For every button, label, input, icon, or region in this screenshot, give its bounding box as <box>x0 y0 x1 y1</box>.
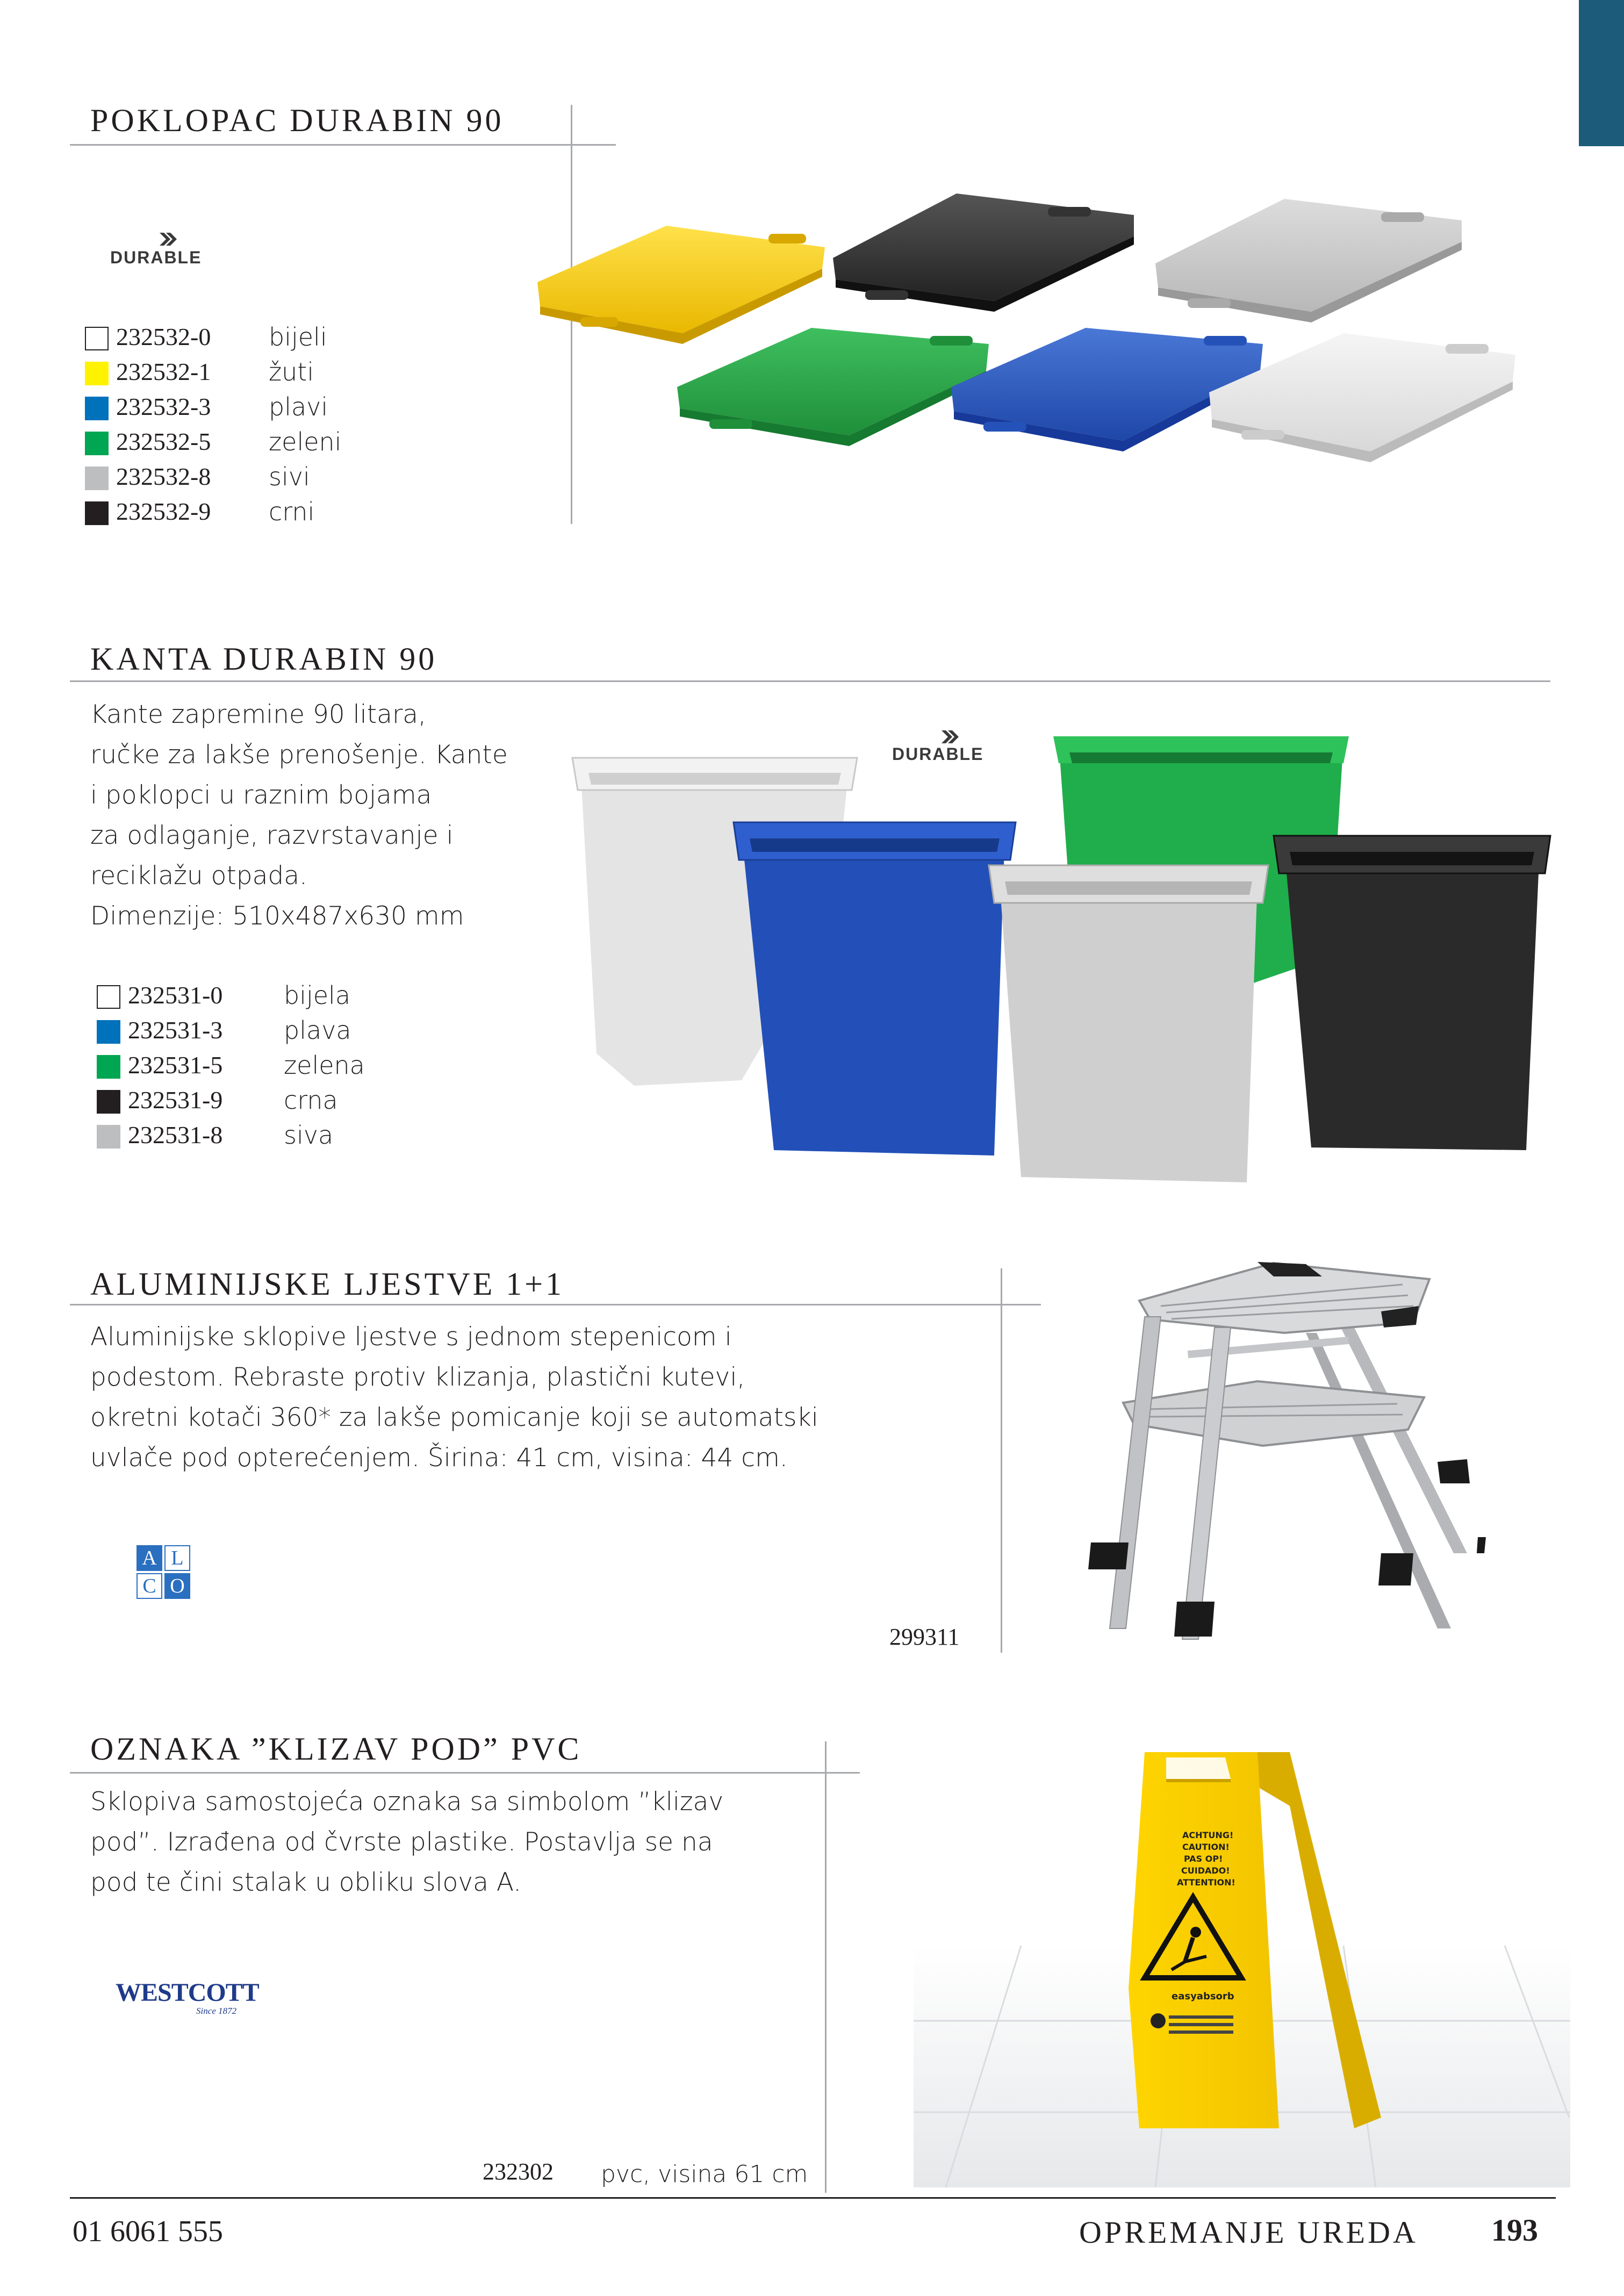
product-code: 232531-0 <box>128 981 223 1009</box>
color-name: plava <box>284 1016 351 1045</box>
black-lid <box>833 193 1134 312</box>
color-swatch <box>97 1055 120 1079</box>
color-name: crni <box>269 497 315 526</box>
ladder-description: Aluminijske sklopive ljestve s jednom stepenicom i podestom. Rebraste protiv klizanja, plastični kutevi, okretni kotači 360* za lakše pomicanje koji se automatski uvlače pod opterećenjem. Širina: 41 cm, visina: 44 cm. <box>90 1322 818 1473</box>
divider <box>70 680 1550 682</box>
durable-logo <box>110 228 223 271</box>
color-name: crna <box>284 1086 338 1115</box>
section-title-bin: KANTA DURABIN 90 <box>90 641 437 677</box>
ladder-product-image <box>1080 1252 1489 1650</box>
legend-item <box>85 322 364 357</box>
divider <box>70 1304 1041 1305</box>
color-swatch <box>85 432 109 455</box>
sign-warning-text: ACHTUNG! <box>1182 1830 1234 1840</box>
product-code: 232531-3 <box>128 1016 223 1044</box>
sign-warning-text: PAS OP! <box>1184 1854 1223 1864</box>
yellow-lid <box>537 226 825 344</box>
legend-item <box>85 357 364 392</box>
alco-logo: A L C O <box>136 1545 190 1599</box>
product-code: 232532-9 <box>116 498 211 525</box>
color-name: siva <box>284 1121 334 1150</box>
page-edge-tab <box>1579 0 1624 146</box>
color-swatch <box>85 327 109 350</box>
color-legend-lid <box>85 322 364 532</box>
product-code: 232302 <box>483 2158 554 2185</box>
product-code: 232531-9 <box>128 1086 223 1114</box>
color-swatch <box>85 501 109 525</box>
product-code: 232532-3 <box>116 393 211 420</box>
sign-brand-text: easyabsorb <box>1172 1991 1234 2002</box>
divider <box>1001 1268 1002 1653</box>
bin-description: Kante zapremine 90 litara, ručke za lakše prenošenje. Kante i poklopci u raznim bojama za odlaganje, razvrstavanje i reciklažu otpada. Dimenzije: 510x487x630 mm <box>90 700 508 931</box>
divider <box>70 1772 860 1774</box>
legend-item <box>85 462 364 497</box>
bins-product-image <box>564 731 1558 1193</box>
legend-item <box>97 1051 376 1086</box>
legend-item <box>85 427 364 462</box>
section-title-lid: POKLOPAC DURABIN 90 <box>90 103 504 138</box>
sign-product-image <box>914 1741 1570 2187</box>
footer-divider <box>70 2197 1556 2199</box>
lids-product-image <box>532 183 1526 516</box>
product-code: 299311 <box>889 1624 960 1650</box>
product-code: 232532-1 <box>116 358 211 385</box>
color-swatch <box>97 1090 120 1114</box>
grey-bin <box>989 865 1268 1182</box>
color-swatch <box>85 362 109 385</box>
color-legend-bin <box>97 981 376 1156</box>
durable-brand-text: DURABLE <box>892 744 984 764</box>
product-code: 232531-8 <box>128 1121 223 1149</box>
color-swatch <box>97 1125 120 1149</box>
black-bin <box>1274 836 1550 1150</box>
color-swatch <box>85 467 109 490</box>
divider <box>70 144 616 146</box>
grey-lid <box>1155 199 1462 322</box>
durable-brand-text: DURABLE <box>110 248 202 267</box>
footer-category: OPREMANJE UREDA <box>1079 2215 1418 2250</box>
color-swatch <box>85 397 109 420</box>
color-name: zelena <box>284 1051 365 1080</box>
legend-item <box>97 1086 376 1121</box>
product-spec: pvc, visina 61 cm <box>601 2161 808 2188</box>
color-swatch <box>97 1020 120 1044</box>
color-name: žuti <box>269 357 314 386</box>
color-name: zeleni <box>269 427 342 456</box>
sign-illustration <box>914 1741 1570 2187</box>
sign-warning-text: ATTENTION! <box>1177 1877 1235 1888</box>
product-code: 232532-5 <box>116 428 211 455</box>
legend-item <box>97 1016 376 1051</box>
legend-item <box>97 981 376 1016</box>
legend-item <box>97 1121 376 1156</box>
product-code: 232531-5 <box>128 1051 223 1079</box>
westcott-since-text: Since 1872 <box>196 2006 237 2016</box>
westcott-logo <box>116 1978 259 2021</box>
color-name: bijeli <box>269 322 327 351</box>
legend-item <box>85 392 364 427</box>
color-name: bijela <box>284 981 351 1010</box>
green-lid <box>677 328 989 446</box>
section-title-sign: OZNAKA ”KLIZAV POD” PVC <box>90 1731 582 1767</box>
sign-warning-text: CUIDADO! <box>1181 1866 1230 1876</box>
footer-phone: 01 6061 555 <box>73 2215 223 2248</box>
color-swatch <box>97 985 120 1009</box>
blue-bin <box>734 822 1016 1156</box>
westcott-brand-text: WESTCOTT <box>116 1978 259 2007</box>
product-code: 232532-0 <box>116 323 211 350</box>
sign-description: Sklopiva samostojeća oznaka sa simbolom ”klizav pod”. Izrađena od čvrste plastike. Postavlja se na pod te čini stalak u obliku slova A. <box>90 1787 724 1897</box>
color-name: sivi <box>269 462 310 491</box>
sign-warning-text: CAUTION! <box>1182 1842 1230 1852</box>
legend-item <box>85 497 364 532</box>
color-name: plavi <box>269 392 328 421</box>
product-code: 232532-8 <box>116 463 211 490</box>
page-number: 193 <box>1491 2213 1538 2248</box>
section-title-ladder: ALUMINIJSKE LJESTVE 1+1 <box>90 1266 565 1302</box>
